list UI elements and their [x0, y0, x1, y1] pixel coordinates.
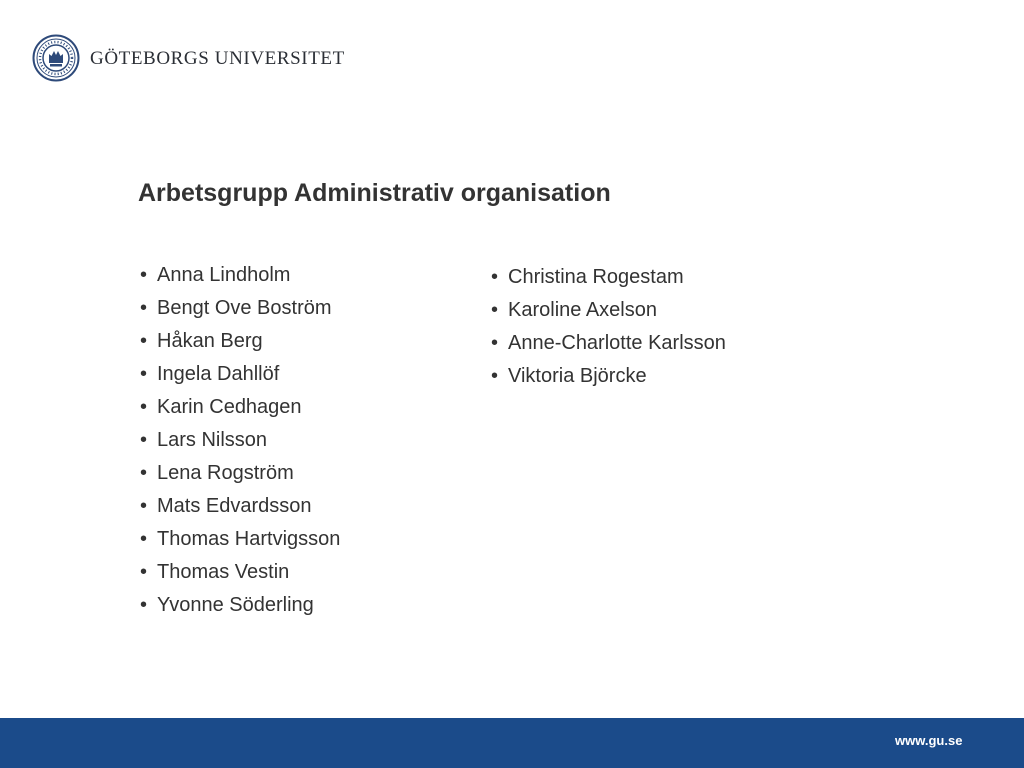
members-list-right [489, 261, 726, 393]
members-list-left [138, 259, 340, 622]
list-item: • Bengt Ove Boström [138, 292, 340, 325]
list-item: • Christina Rogestam [489, 261, 726, 294]
website-link[interactable]: www.gu.se [895, 733, 963, 748]
list-item: • Ingela Dahllöf [138, 358, 340, 391]
list-item: • Anna Lindholm [138, 259, 340, 292]
list-item: • Lena Rogström [138, 457, 340, 490]
list-item: • Anne-Charlotte Karlsson [489, 327, 726, 360]
list-item: • Mats Edvardsson [138, 490, 340, 523]
list-item: • Lars Nilsson [138, 424, 340, 457]
list-item: • Yvonne Söderling [138, 589, 340, 622]
list-item: • Håkan Berg [138, 325, 340, 358]
slide-title: Arbetsgrupp Administrativ organisation [138, 179, 611, 207]
list-item: • Karoline Axelson [489, 294, 726, 327]
list-item: • Thomas Hartvigsson [138, 523, 340, 556]
university-seal-icon [32, 34, 80, 82]
list-item: • Thomas Vestin [138, 556, 340, 589]
university-name: GÖTEBORGS UNIVERSITET [90, 47, 345, 69]
list-item: • Karin Cedhagen [138, 391, 340, 424]
list-item: • Viktoria Björcke [489, 360, 726, 393]
university-logo [32, 34, 345, 82]
footer-bar [0, 718, 1024, 768]
